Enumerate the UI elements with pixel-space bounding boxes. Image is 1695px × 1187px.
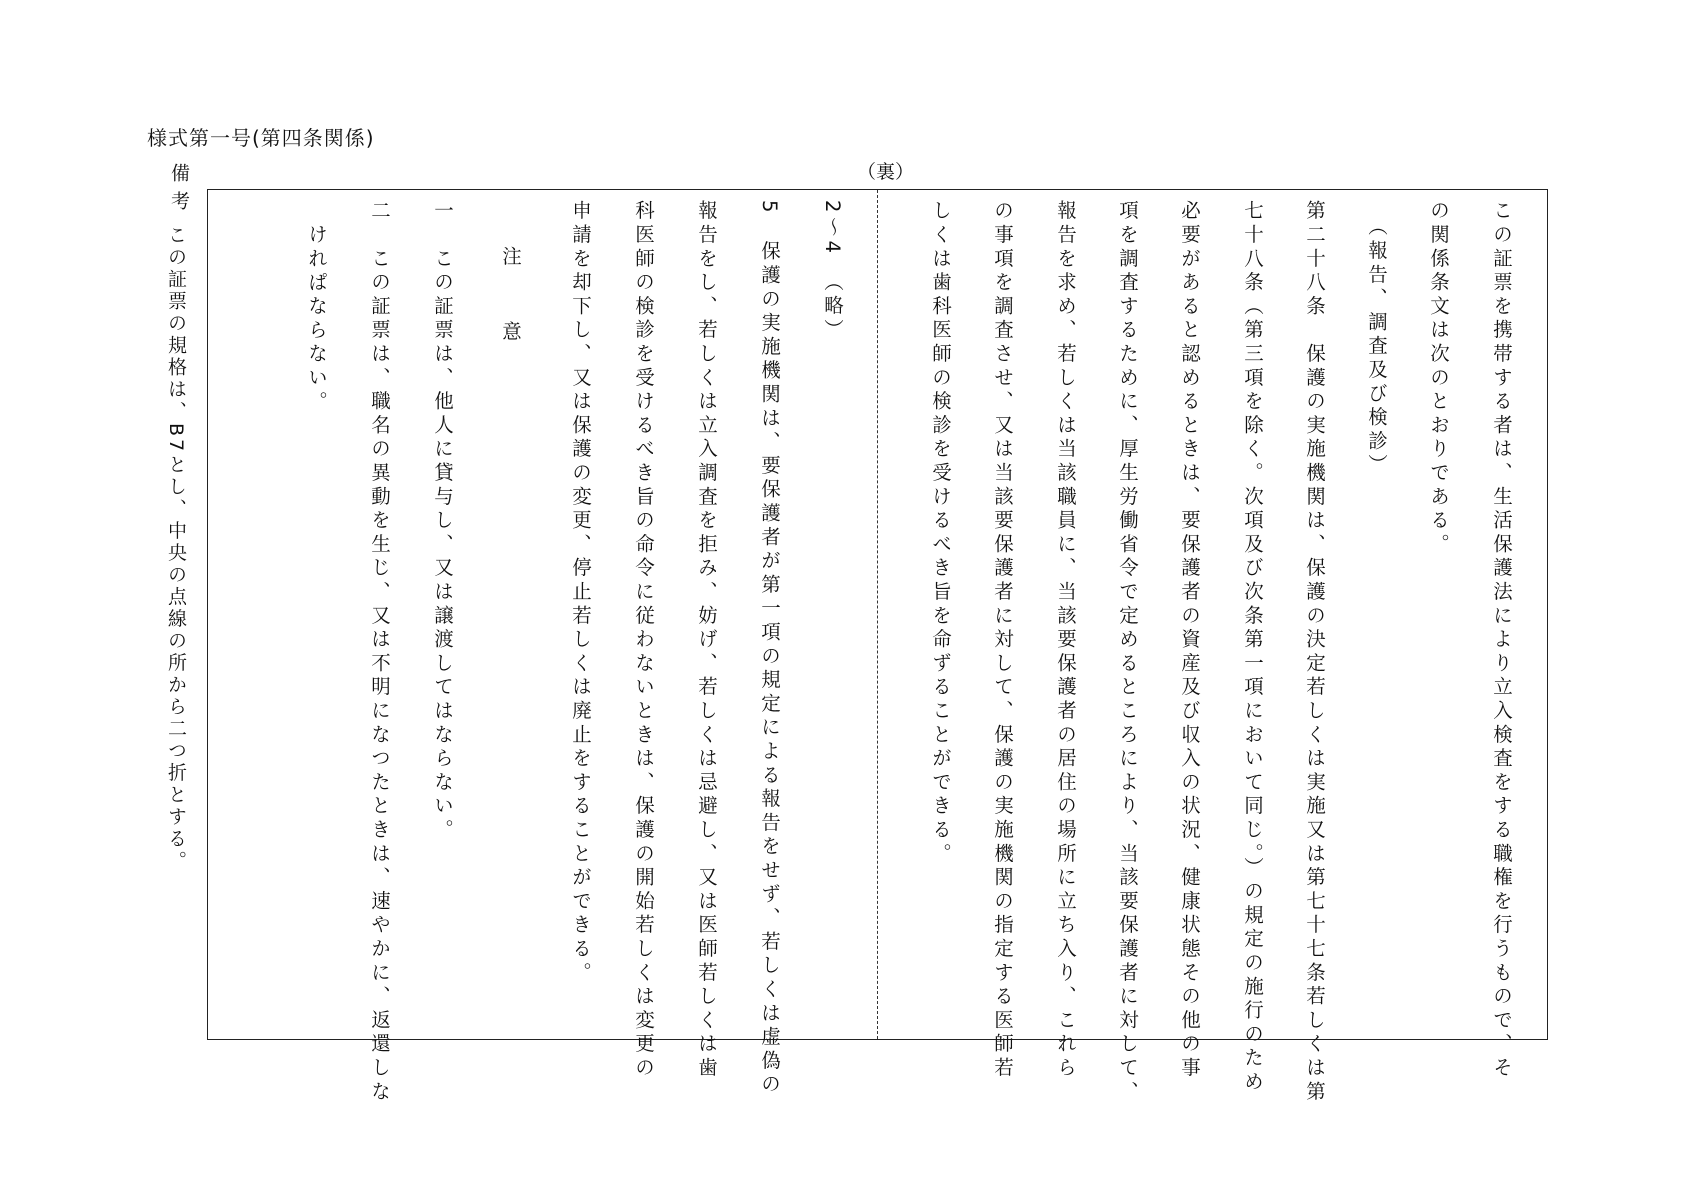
statute-intro-line-2: の関係条文は次のとおりである。 xyxy=(1427,200,1450,557)
article-28-line-5: 報告を求め、若しくは当該職員に、当該要保護者の居住の場所に立ち入り、これら xyxy=(1054,200,1077,1081)
article-heading: （報告、調査及び検診） xyxy=(1365,216,1388,478)
article-28-line-7: しくは歯科医師の検診を受けるべき旨を命ずることができる。 xyxy=(929,200,952,867)
article-28-line-6: の事項を調査させ、又は当該要保護者に対して、保護の実施機関の指定する医師若 xyxy=(991,200,1014,1081)
remarks-label: 備考 xyxy=(168,163,190,219)
article-28-line-3: 必要があると認めるときは、要保護者の資産及び収入の状況、健康状態その他の事 xyxy=(1178,200,1201,1081)
paragraph-5-line-3: 科医師の検診を受けるべき旨の命令に従わないときは、保護の開始若しくは変更の xyxy=(632,200,655,1081)
notes-heading: 注 意 xyxy=(499,246,522,359)
form-title: 様式第一号(第四条関係) xyxy=(147,126,375,150)
paragraph-5-line-1: 5 保護の実施機関は、要保護者が第一項の規定による報告をせず、若しくは虚偽の xyxy=(758,200,781,1098)
remarks-text: この証票の規格は、B7とし、中央の点線の所から二つ折とする。 xyxy=(165,225,187,873)
article-28-line-4: 項を調査するために、厚生労働省令で定めるところにより、当該要保護者に対して、 xyxy=(1116,200,1139,1105)
statute-intro-line-1: この証票を携帯する者は、生活保護法により立入検査をする職権を行うもので、そ xyxy=(1490,200,1513,1081)
note-2-line-1: 二 この証票は、職名の異動を生じ、又は不明になつたときは、速やかに、返還しな xyxy=(368,200,391,1105)
paragraph-2-4: 2〜4 （略） xyxy=(821,200,844,343)
note-1: 一 この証票は、他人に貸与し、又は譲渡してはならない。 xyxy=(431,200,454,843)
article-28-line-1: 第二十八条 保護の実施機関は、保護の決定若しくは実施又は第七十七条若しくは第 xyxy=(1303,200,1326,1105)
paragraph-5-line-2: 報告をし、若しくは立入調査を拒み、妨げ、若しくは忌避し、又は医師若しくは歯 xyxy=(695,200,718,1081)
article-28-line-2: 七十八条（第三項を除く。次項及び次条第一項において同じ。）の規定の施行のため xyxy=(1241,200,1264,1095)
note-2-line-2: けれぱならない。 xyxy=(305,224,328,415)
paragraph-5-line-4: 申請を却下し、又は保護の変更、停止若しくは廃止をすることができる。 xyxy=(569,200,592,986)
fold-line xyxy=(877,190,878,1039)
certificate-frame xyxy=(207,189,1548,1105)
back-side-label: （裏） xyxy=(857,161,915,183)
